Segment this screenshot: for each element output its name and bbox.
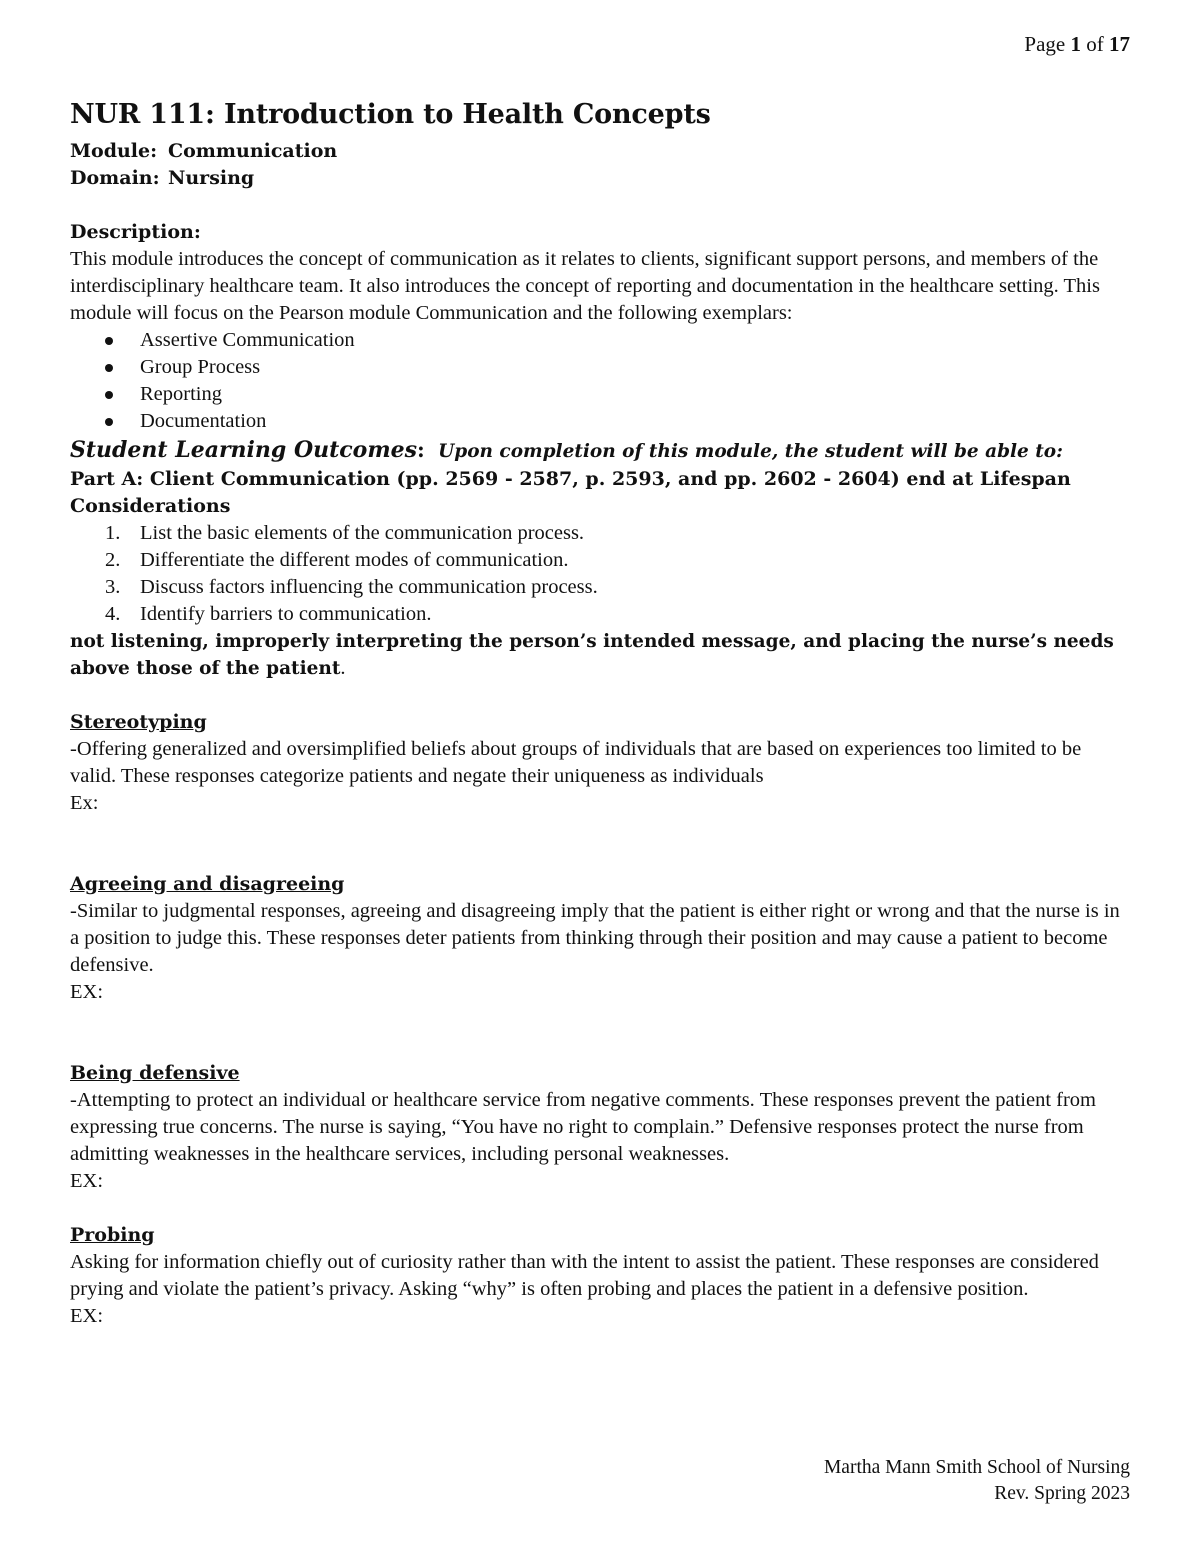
module-line: Module: Communication [70, 140, 338, 162]
list-item: 3. Discuss factors influencing the communication process. [105, 576, 598, 598]
list-item: Assertive Communication [70, 327, 1132, 354]
bullet-icon [105, 391, 113, 399]
section-body: -Attempting to protect an individual or healthcare service from negative comments. These responses prevent the patient from expressing true concerns. The nurse is saying, “You have no right to complain.” Defensive responses protect the nurse from admitting weaknesses in the healthcare services, including personal weaknesses. [70, 1089, 1096, 1165]
document-title: NUR 111: Introduction to Health Concepts [70, 99, 711, 130]
domain-line: Domain: Nursing [70, 167, 255, 189]
school-name: Martha Mann Smith School of Nursing [823, 1457, 1130, 1478]
section-example: EX: [70, 1170, 104, 1192]
section-example: EX: [70, 981, 104, 1003]
section-example: Ex: [70, 792, 99, 814]
description-text: This module introduces the concept of communication as it relates to clients, significant support persons, and members of the interdisciplinary healthcare team. It also introduces the concept of reporting and documentation in the healthcare setting. This module will focus on the Pearson module Communication and the following exemplars: [70, 248, 1100, 324]
description-label: Description: [70, 221, 201, 243]
section-heading-agreeing: Agreeing and disagreeing [70, 873, 345, 895]
section-body: Asking for information chiefly out of curiosity rather than with the intent to assist the patient. These responses are considered prying and violate the patient’s privacy. Asking “why” is often probing and places the patient in a defensive position. [70, 1251, 1099, 1300]
section-heading-probing: Probing [70, 1224, 155, 1246]
page-number: Page 1 of 17 [1024, 32, 1130, 56]
bullet-icon [105, 337, 113, 345]
list-item: 2. Differentiate the different modes of communication. [105, 549, 569, 571]
list-item: Reporting [70, 381, 1132, 408]
list-item: 1. List the basic elements of the communication process. [105, 522, 585, 544]
section-example: EX: [70, 1305, 104, 1327]
section-body: -Offering generalized and oversimplified beliefs about groups of individuals that are based on experiences too limited to be valid. These responses categorize patients and negate their uniqueness as individuals [70, 738, 1082, 787]
section-heading-defensive: Being defensive [70, 1062, 240, 1084]
exemplar-list [70, 327, 1132, 435]
bullet-icon [105, 418, 113, 426]
outcomes-heading: Student Learning Outcomes: Upon completion of this module, the student will be able to: [70, 437, 1063, 463]
section-body: -Similar to judgmental responses, agreeing and disagreeing imply that the patient is either right or wrong and that the nurse is in a position to judge this. These responses deter patients from thinking through their position and may cause a patient to become defensive. [70, 900, 1120, 976]
barriers-answer: not listening, improperly interpreting the person’s intended message, and placing the nurse’s needs above those of the patient. [70, 631, 1114, 679]
list-item: 4. Identify barriers to communication. [105, 603, 432, 625]
list-item: Group Process [70, 354, 1132, 381]
revision-date: Rev. Spring 2023 [994, 1483, 1130, 1504]
bullet-icon [105, 364, 113, 372]
list-item: Documentation [70, 408, 1132, 435]
part-a-heading: Part A: Client Communication (pp. 2569 - 2587, p. 2593, and pp. 2602 - 2604) end at Lifespan Considerations [70, 468, 1071, 517]
page-footer [824, 1455, 1130, 1507]
section-heading-stereotyping: Stereotyping [70, 711, 207, 733]
document-body [70, 96, 1132, 1330]
outcome-list [70, 520, 1132, 628]
